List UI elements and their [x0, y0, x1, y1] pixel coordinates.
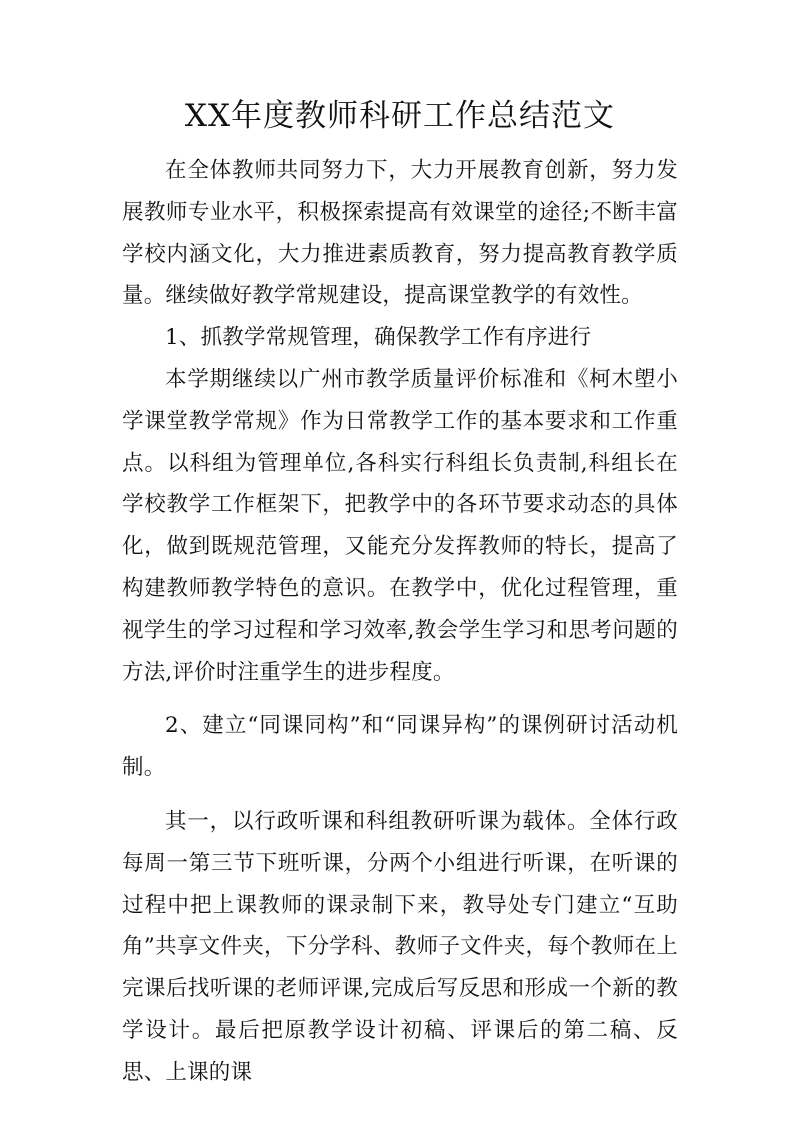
- paragraph-heading-2: 2、建立“同课同构”和“同课异构”的课例研讨活动机制。: [122, 713, 678, 781]
- paragraph-heading-1: 1、抓教学常规管理，确保教学工作有序进行: [165, 325, 592, 351]
- document-body: [122, 150, 678, 1094]
- paragraph-lesson-observation: 其一，以行政听课和科组教研听课为载体。全体行政每周一第三节下班听课，分两个小组进行听课，在听课的过程中把上课教师的课录制下来，教导处专门建立“互助角”共享文件夹，下分学科、教师子文件夹，每个教师在上完课后找听课的老师评课,完成后写反思和形成一个新的教学设计。最后把原教学设计初稿、评课后的第二稿、反思、上课的课: [122, 808, 678, 1085]
- paragraph-intro: 在全体教师共同努力下，大力开展教育创新，努力发展教师专业水平，积极探索提高有效课堂的途径;不断丰富学校内涵文化，大力推进素质教育，努力提高教育教学质量。继续做好教学常规建设，提高课堂教学的有效性。: [122, 158, 678, 309]
- document-title: XX年度教师科研工作总结范文: [184, 98, 616, 134]
- paragraph-teaching-routine: 本学期继续以广州市教学质量评价标准和《柯木塱小学课堂教学常规》作为日常教学工作的基本要求和工作重点。以科组为管理单位,各科实行科组长负责制,科组长在学校教学工作框架下，把教学中的各环节要求动态的具体化，做到既规范管理，又能充分发挥教师的特长，提高了构建教师教学特色的意识。在教学中，优化过程管理，重视学生的学习过程和学习效率,教会学生学习和思考问题的方法,评价时注重学生的进步程度。: [122, 366, 678, 685]
